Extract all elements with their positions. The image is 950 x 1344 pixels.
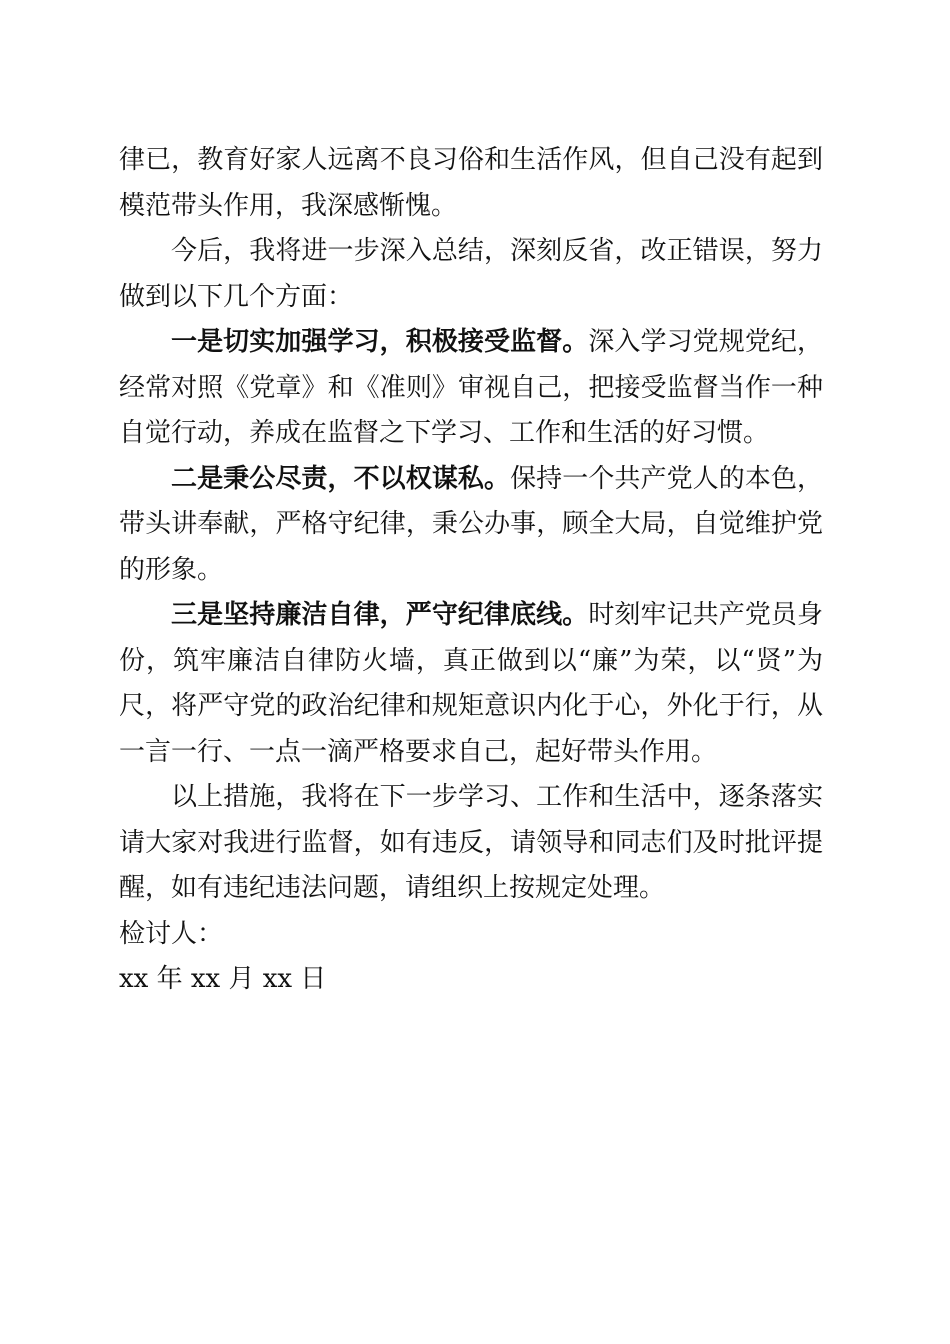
signature-label: 检讨人： — [119, 918, 224, 949]
paragraph-3-text: 深入学习党规党纪，经常对照《党章》和《准则》审视自己，把接受监督当作一种自觉行动，养成在监督之下学习、工作和生活的好习惯。 — [119, 327, 823, 448]
paragraph-3 — [119, 320, 823, 457]
signature-date: xx 年 xx 月 xx 日 — [119, 964, 327, 994]
paragraph-1-text: 律已，教育好家人远离不良习俗和生活作风，但自己没有起到模范带头作用，我深感惭愧。 — [119, 145, 823, 221]
paragraph-6 — [119, 775, 823, 912]
paragraph-5-text: 时刻牢记共产党员身份，筑牢廉洁自律防火墙，真正做到以“廉”为荣，以“贤”为尺，将严守党的政治纪律和规矩意识内化于心，外化于行，从一言一行、一点一滴严格要求自己，起好带头作用。 — [119, 600, 823, 767]
paragraph-1 — [119, 138, 823, 229]
document-body — [119, 138, 823, 1003]
paragraph-2-text: 今后，我将进一步深入总结，深刻反省，改正错误，努力做到以下几个方面： — [119, 236, 823, 312]
paragraph-5-lead: 三是坚持廉洁自律，严守纪律底线。 — [171, 600, 589, 630]
paragraph-4 — [119, 457, 823, 594]
paragraph-6-text: 以上措施，我将在下一步学习、工作和生活中，逐条落实请大家对我进行监督，如有违反，请领导和同志们及时批评提醒，如有违纪违法问题，请组织上按规定处理。 — [119, 782, 823, 903]
paragraph-5 — [119, 593, 823, 775]
paragraph-4-text: 保持一个共产党人的本色，带头讲奉献，严格守纪律，秉公办事，顾全大局，自觉维护党的形象。 — [119, 463, 823, 585]
paragraph-3-lead: 一是切实加强学习，积极接受监督。 — [171, 327, 589, 357]
paragraph-4-lead: 二是秉公尽责，不以权谋私。 — [171, 463, 511, 494]
paragraph-2 — [119, 229, 823, 320]
